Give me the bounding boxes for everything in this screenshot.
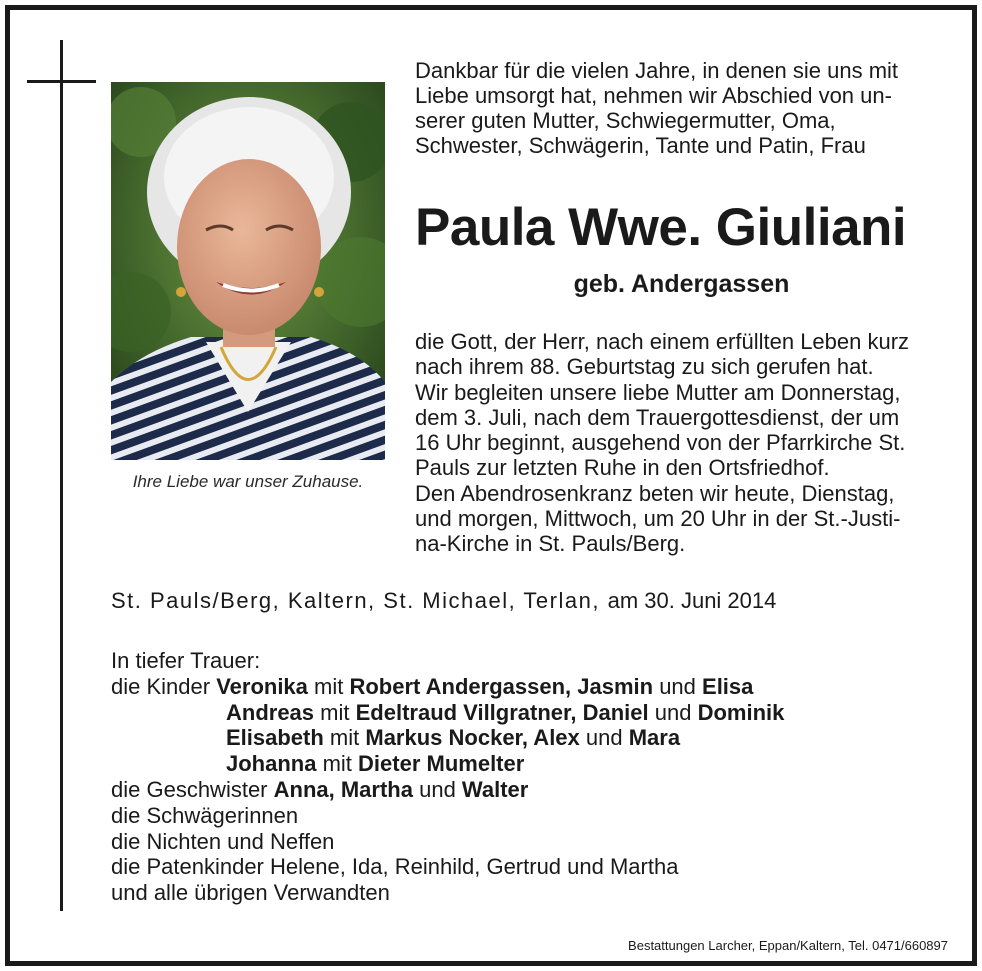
- connector: mit: [314, 699, 356, 725]
- children-row: [111, 674, 911, 700]
- body-line: Den Abendrosenkranz beten wir heute, Dienstag,: [415, 480, 895, 506]
- children-prefix: die Kinder: [111, 673, 217, 699]
- intro-line: Dankbar für die vielen Jahre, in denen sie uns mit: [415, 58, 899, 83]
- mourners-heading: In tiefer Trauer:: [111, 648, 261, 673]
- intro-line: Schwester, Schwägerin, Tante und Patin, Frau: [415, 133, 866, 158]
- child-family: Edeltraud Villgratner, Daniel: [355, 699, 649, 725]
- date: am 30. Juni 2014: [607, 588, 777, 613]
- portrait-image: [111, 82, 385, 460]
- connector: mit: [316, 751, 359, 777]
- body-line: und morgen, Mittwoch, um 20 Uhr in der St.-Justi-: [415, 506, 901, 532]
- body-line: 16 Uhr beginnt, ausgehend von der Pfarrkirche St.: [415, 430, 906, 456]
- photo-caption: Ihre Liebe war unser Zuhause.: [132, 472, 364, 491]
- child-name: Elisabeth: [226, 725, 324, 751]
- body-line: na-Kirche in St. Pauls/Berg.: [415, 531, 686, 557]
- body-line: die Gott, der Herr, nach einem erfüllten Leben kurz: [415, 329, 910, 354]
- deceased-name: Paula Wwe. Giuliani: [415, 198, 907, 257]
- children-row: [111, 725, 911, 751]
- relatives-row: die Nichten und Neffen: [111, 828, 335, 854]
- child-family: Markus Nocker, Alex: [365, 725, 580, 751]
- child-name: Andreas: [226, 699, 315, 725]
- siblings-last: Walter: [461, 776, 529, 802]
- siblings-names: Anna, Martha: [273, 776, 413, 802]
- child-name: Veronika: [216, 673, 308, 699]
- children-row: [111, 751, 911, 777]
- connector: und: [648, 699, 698, 725]
- relatives-row: die Schwägerinnen: [111, 802, 299, 828]
- connector: und: [412, 776, 462, 802]
- intro-text: [415, 58, 948, 158]
- body-line: Pauls zur letzten Ruhe in den Ortsfriedhof.: [415, 455, 830, 481]
- intro-line: Liebe umsorgt hat, nehmen wir Abschied von un-: [415, 83, 892, 108]
- announcement-text: [415, 329, 950, 557]
- connector: mit: [323, 725, 366, 751]
- maiden-name: geb. Andergassen: [573, 270, 790, 298]
- child-family-last: Dominik: [697, 699, 785, 725]
- relatives-row: die Patenkinder Helene, Ida, Reinhild, Gertrud und Martha: [111, 854, 679, 880]
- connector: mit: [307, 673, 350, 699]
- body-line: Wir begleiten unsere liebe Mutter am Donnerstag,: [415, 379, 901, 405]
- intro-line: serer guten Mutter, Schwiegermutter, Oma,: [415, 108, 836, 133]
- children-row: [111, 700, 911, 726]
- places: St. Pauls/Berg, Kaltern, St. Michael, Terlan,: [111, 588, 600, 613]
- funeral-home-footer: Bestattungen Larcher, Eppan/Kaltern, Tel. 0471/660897: [628, 938, 948, 953]
- child-family: Dieter Mumelter: [358, 751, 525, 777]
- relatives-row: und alle übrigen Verwandten: [111, 880, 390, 906]
- body-line: dem 3. Juli, nach dem Trauergottesdienst, der um: [415, 404, 900, 430]
- cross-icon-vertical: [60, 40, 63, 911]
- connector: und: [653, 673, 703, 699]
- mourners-list: [111, 648, 911, 906]
- portrait-photo: [111, 82, 385, 460]
- connector: und: [579, 725, 629, 751]
- body-line: nach ihrem 88. Geburtstag zu sich gerufen hat.: [415, 354, 874, 380]
- siblings-prefix: die Geschwister: [111, 776, 274, 802]
- child-family: Robert Andergassen, Jasmin: [349, 673, 654, 699]
- siblings-row: [111, 777, 911, 803]
- place-date-line: [111, 586, 776, 616]
- cross-icon-horizontal: [27, 80, 96, 83]
- child-name: Johanna: [226, 751, 317, 777]
- child-family-last: Mara: [628, 725, 681, 751]
- child-family-last: Elisa: [702, 673, 754, 699]
